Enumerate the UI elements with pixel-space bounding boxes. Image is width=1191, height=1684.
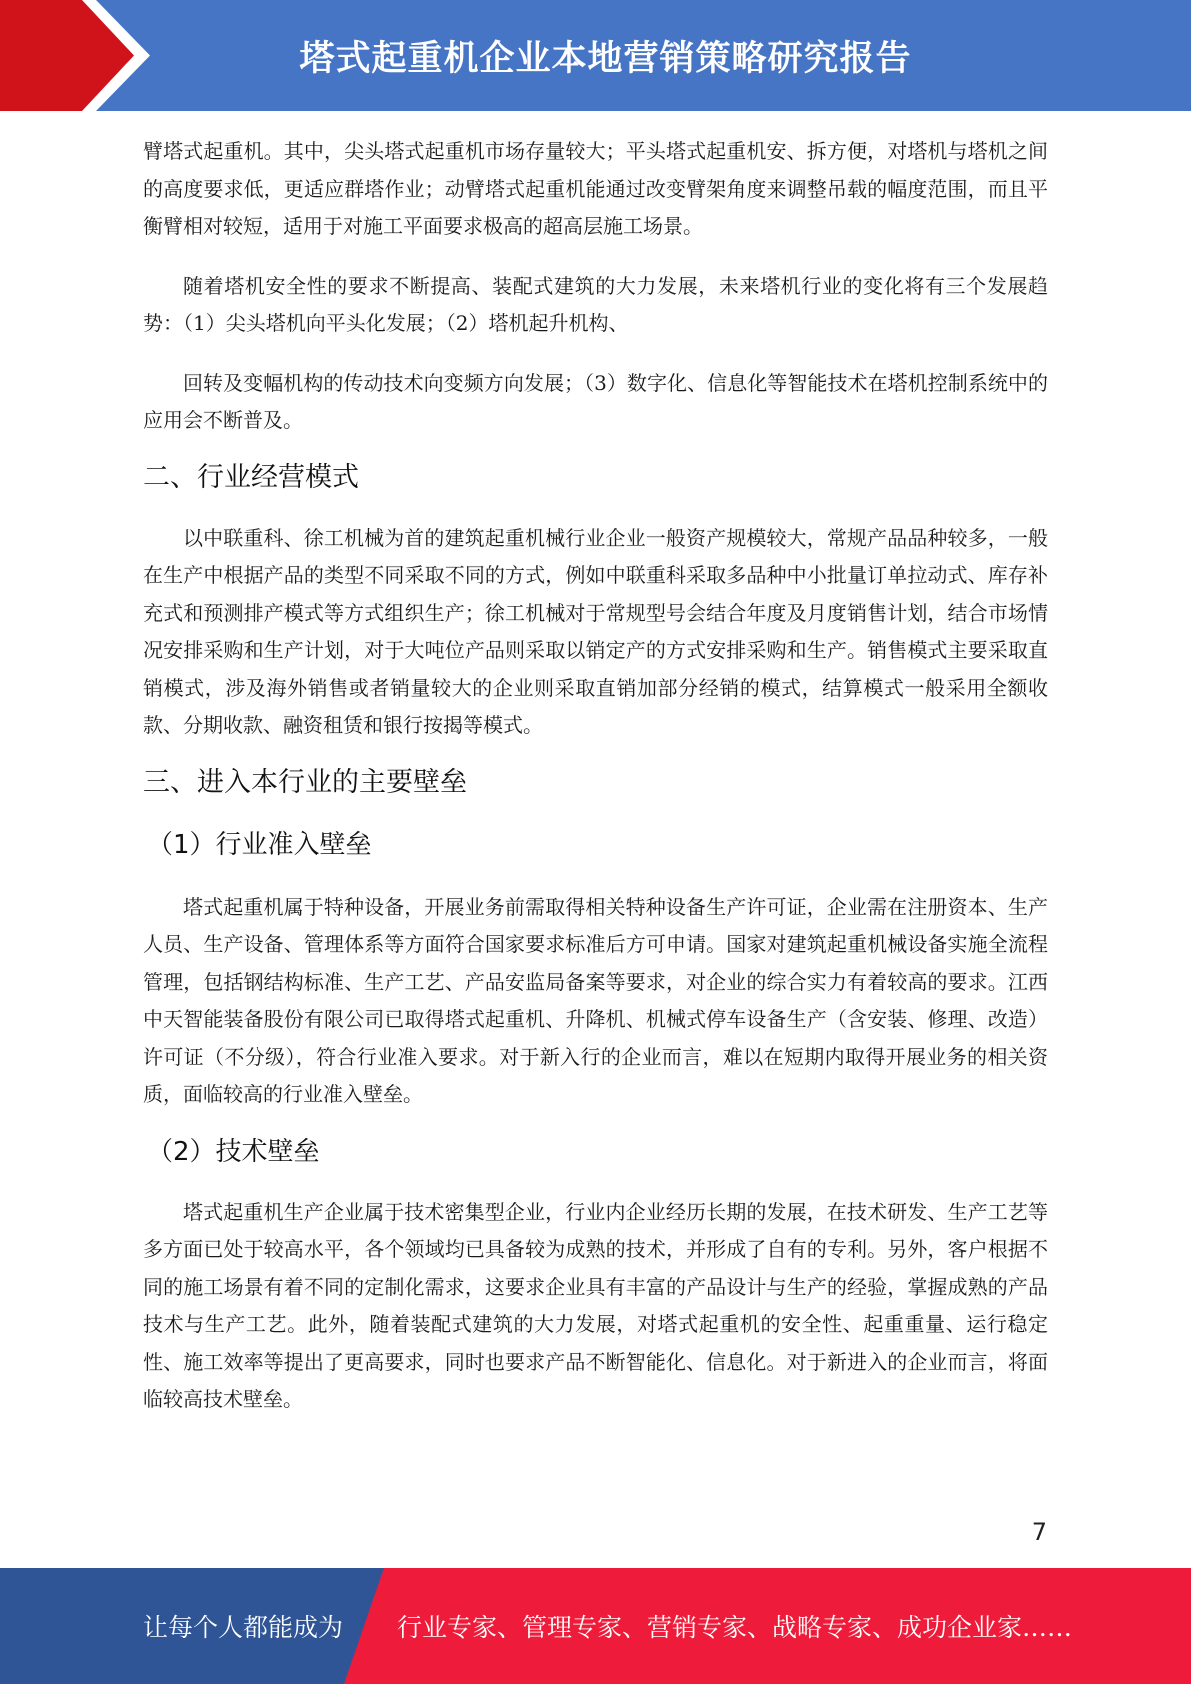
- paragraph-entry-barrier: 塔式起重机属于特种设备，开展业务前需取得相关特种设备生产许可证，企业需在注册资本、生产人员、生产设备、管理体系等方面符合国家要求标准后方可申请。国家对建筑起重机械设备实施全流程管理，包括钢结构标准、生产工艺、产品安监局备案等要求，对企业的综合实力有着较高的要求。江西中天智能装备股份有限公司已取得塔式起重机、升降机、机械式停车设备生产（含安装、修理、改造）许可证（不分级），符合行业准入要求。对于新入行的企业而言，难以在短期内取得开展业务的相关资质，面临较高的行业准入壁垒。: [143, 894, 1048, 1106]
- paragraph-trends-part1: 随着塔机安全性的要求不断提高、装配式建筑的大力发展，未来塔机行业的变化将有三个发展趋势：（1）尖头塔机向平头化发展；（2）塔机起升机构、: [143, 273, 1048, 335]
- heading-tech-barrier: （2）技术壁垒: [147, 1136, 320, 1167]
- paragraph-tech-barrier: 塔式起重机生产企业属于技术密集型企业，行业内企业经历长期的发展，在技术研发、生产工艺等多方面已处于较高水平，各个领域均已具备较为成熟的技术，并形成了自有的专利。另外，客户根据不同的施工场景有着不同的定制化需求，这要求企业具有丰富的产品设计与生产的经验，掌握成熟的产品技术与生产工艺。此外，随着装配式建筑的大力发展，对塔式起重机的安全性、起重重量、运行稳定性、施工效率等提出了更高要求，同时也要求产品不断智能化、信息化。对于新进入的企业而言，将面临较高技术壁垒。: [143, 1199, 1048, 1411]
- heading-industry-barriers: 三、进入本行业的主要壁垒: [143, 766, 467, 798]
- paragraph-tower-crane-types: 臂塔式起重机。其中，尖头塔式起重机市场存量较大；平头塔式起重机安、拆方便，对塔机与塔机之间的高度要求低，更适应群塔作业；动臂塔式起重机能通过改变臂架角度来调整吊载的幅度范围，而且平衡臂相对较短，适用于对施工平面要求极高的超高层施工场景。: [143, 139, 1048, 238]
- report-title: 塔式起重机企业本地营销策略研究报告: [299, 38, 912, 79]
- header-bar: [0, 0, 1191, 111]
- paragraph-trends-part2: 回转及变幅机构的传动技术向变频方向发展；（3）数字化、信息化等智能技术在塔机控制系统中的应用会不断普及。: [143, 370, 1048, 432]
- page-number: 7: [1031, 1518, 1047, 1546]
- footer-slogan-left: 让每个人都能成为: [143, 1613, 344, 1642]
- footer-slogan-right: 行业专家、管理专家、营销专家、战略专家、成功企业家……: [397, 1613, 1073, 1642]
- page-content: [143, 133, 1048, 1419]
- paragraph-business-model: 以中联重科、徐工机械为首的建筑起重机械行业企业一般资产规模较大，常规产品品种较多，一般在生产中根据产品的类型不同采取不同的方式，例如中联重科采取多品种中小批量订单拉动式、库存补充式和预测排产模式等方式组织生产；徐工机械对于常规型号会结合年度及月度销售计划，结合市场情况安排采购和生产计划，对于大吨位产品则采取以销定产的方式安排采购和生产。销售模式主要采取直销模式，涉及海外销售或者销量较大的企业则采取直销加部分经销的模式，结算模式一般采用全额收款、分期收款、融资租赁和银行按揭等模式。: [143, 525, 1048, 737]
- heading-entry-barrier: （1）行业准入壁垒: [147, 829, 372, 860]
- footer-banner: [0, 1568, 1191, 1684]
- heading-business-model: 二、行业经营模式: [143, 461, 359, 493]
